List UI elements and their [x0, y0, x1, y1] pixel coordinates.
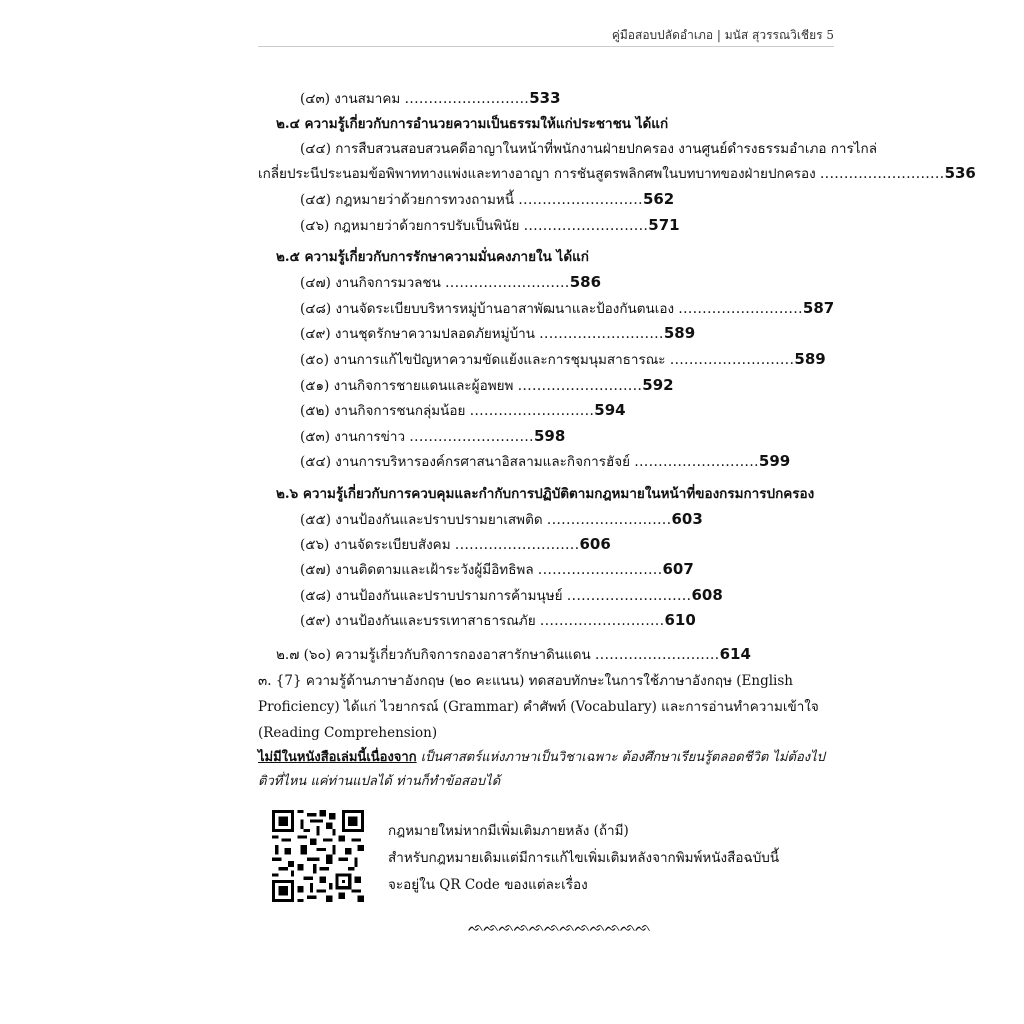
toc-page-number: 592: [642, 376, 674, 394]
toc-page-number: 586: [569, 273, 602, 291]
toc-entry: [300, 425, 565, 447]
english-note-body: เป็นศาสตร์แห่งภาษาเป็นวิชาเฉพาะ ต้องศึกษาเรียนรู้ตลอดชีวิต ไม่ต้องไปติวที่ไหน แค่ท่านแปลได้ ท่านก็ทำข้อสอบได้: [258, 750, 825, 789]
toc-page-number: 536: [944, 164, 976, 182]
qr-caption-line-1: กฎหมายใหม่หากมีเพิ่มเติมภายหลัง (ถ้ามี): [388, 823, 629, 839]
toc-page-number: 603: [671, 510, 703, 528]
toc-entry: [300, 322, 695, 344]
toc-entry: [300, 399, 626, 421]
toc-leader-dots: ..........................: [454, 537, 580, 553]
toc-section-heading: [276, 112, 668, 134]
english-section-paragraph: ๓. {7} ความรู้ด้านภาษาอังกฤษ (๒๐ คะแนน) ทดสอบทักษะในการใช้ภาษาอังกฤษ (English Proficiency) ได้แก่ ไวยากรณ์ (Grammar) คำศัพท์ (Vocabulary) และการอ่านทำความเข้าใจ (Reading Comprehension): [258, 673, 819, 741]
qr-caption-line-3: จะอยู่ใน QR Code ของแต่ละเรื่อง: [388, 877, 588, 893]
toc-page-number: 610: [664, 611, 696, 629]
toc-leader-dots: ..........................: [678, 301, 803, 317]
qr-caption-line-2: สำหรับกฎหมายเดิมแต่มีการแก้ไขเพิ่มเติมหลังจากพิมพ์หนังสือฉบับนี้: [388, 850, 780, 866]
toc-entry: [300, 558, 694, 580]
toc-entry: [300, 87, 561, 109]
toc-leader-dots: ..........................: [523, 218, 649, 234]
qr-caption: [388, 818, 779, 899]
toc-leader-dots: ..........................: [634, 454, 759, 470]
toc-entry-title: (๕๕) งานป้องกันและปราบปรามยาเสพติด: [300, 512, 543, 528]
toc-leader-dots: ..........................: [404, 91, 530, 107]
toc-entry-title: (๔๘) งานจัดระเบียบบริหารหมู่บ้านอาสาพัฒนาและป้องกันตนเอง: [300, 301, 675, 317]
english-note-lead: ไม่มีในหนังสือเล่มนี้เนื่องจาก: [258, 750, 417, 765]
toc-entry-title: ๒.๗ (๖๐) ความรู้เกี่ยวกับกิจการกองอาสารักษาดินแดน: [276, 647, 591, 663]
toc-leader-dots: ..........................: [517, 378, 643, 394]
header-rule: [258, 46, 834, 47]
toc-leader-dots: ..........................: [819, 166, 945, 182]
toc-page-number: 614: [719, 645, 751, 663]
toc-entry: [300, 609, 696, 631]
toc-page-number: 589: [663, 324, 696, 342]
toc-entry: [300, 584, 723, 606]
toc-page-number: 589: [794, 350, 826, 368]
toc-page-number: 587: [802, 299, 835, 317]
toc-page-number: 533: [529, 89, 561, 107]
toc-entry-title: (๔๕) กฎหมายว่าด้วยการทวงถามหนี้: [300, 192, 515, 208]
toc-page-number: 562: [642, 190, 675, 208]
toc-page-number: 608: [691, 586, 723, 604]
toc-leader-dots: ..........................: [566, 588, 692, 604]
toc-entry-title: (๕๙) งานป้องกันและบรรเทาสาธารณภัย: [300, 613, 536, 629]
toc-entry: [300, 450, 790, 472]
toc-entry-title: ๒.๔ ความรู้เกี่ยวกับการอำนวยความเป็นธรรมให้แก่ประชาชน ได้แก่: [276, 116, 669, 132]
toc-entry: [300, 374, 674, 396]
toc-entry-title: (๔๓) งานสมาคม: [300, 91, 401, 107]
toc-leader-dots: ..........................: [518, 192, 643, 208]
toc-entry-title: ๒.๖ ความรู้เกี่ยวกับการควบคุมและกำกับการปฏิบัติตามกฎหมายในหน้าที่ของกรมการปกครอง: [276, 486, 815, 502]
toc-entry-title: (๕๐) งานการแก้ไขปัญหาความขัดแย้งและการชุมนุมสาธารณะ: [300, 352, 666, 368]
toc-page-number: 598: [533, 427, 566, 445]
toc-entry: [300, 508, 703, 530]
toc-entry: [300, 188, 674, 210]
running-header: คู่มือสอบปลัดอำเภอ | มนัส สุวรรณวิเชียร 5: [611, 28, 834, 42]
toc-entry: [300, 214, 680, 236]
toc-entry-title: ๒.๕ ความรู้เกี่ยวกับการรักษาความมั่นคงภายใน ได้แก่: [276, 249, 589, 265]
toc-page-number: 606: [579, 535, 611, 553]
english-note: [258, 746, 838, 794]
toc-entry-title: (๕๗) งานติดตามและเฝ้าระวังผู้มีอิทธิพล: [300, 562, 534, 578]
toc-entry: [300, 137, 877, 159]
toc-leader-dots: ..........................: [469, 403, 595, 419]
toc-entry-title: (๕๒) งานกิจการชนกลุ่มน้อย: [300, 403, 466, 419]
toc-leader-dots: ..........................: [595, 647, 720, 663]
toc-entry: [276, 643, 751, 665]
toc-leader-dots: ..........................: [546, 512, 672, 528]
toc-section-heading: [276, 245, 589, 267]
toc-leader-dots: ..........................: [445, 275, 570, 291]
toc-page-number: 607: [662, 560, 694, 578]
toc-page-number: 599: [758, 452, 791, 470]
toc-leader-dots: ..........................: [409, 429, 534, 445]
toc-entry-title: (๔๔) การสืบสวนสอบสวนคดีอาญาในหน้าที่พนักงานฝ่ายปกครอง งานศูนย์ดำรงธรรมอำเภอ การไกล่: [300, 141, 877, 157]
toc-entry: [258, 162, 976, 184]
toc-entry: [300, 533, 611, 555]
toc-entry-title: (๕๖) งานจัดระเบียบสังคม: [300, 537, 451, 553]
toc-page-number: 571: [648, 216, 680, 234]
ornament-divider: ᨒᨒᨒᨒᨒᨒᨒᨒᨒᨒᨒᨒ: [468, 920, 651, 935]
toc-section-heading: [276, 482, 814, 504]
toc-entry: [300, 348, 826, 370]
toc-entry-title: (๕๑) งานกิจการชายแดนและผู้อพยพ: [300, 378, 514, 394]
toc-entry: [300, 271, 601, 293]
toc-entry-title: (๕๓) งานการข่าว: [300, 429, 406, 445]
toc-entry-title: (๕๔) งานการบริหารองค์กรศาสนาอิสลามและกิจการฮัจย์: [300, 454, 631, 470]
toc-entry-title: เกลี่ยประนีประนอมข้อพิพาททางแพ่งและทางอาญา การชันสูตรพลิกศพในบทบาทของฝ่ายปกครอง: [258, 166, 816, 182]
toc-page-number: 594: [594, 401, 626, 419]
toc-leader-dots: ..........................: [539, 326, 664, 342]
toc-leader-dots: ..........................: [539, 613, 665, 629]
toc-entry: [300, 297, 834, 319]
qr-code-icon[interactable]: [272, 810, 364, 902]
toc-leader-dots: ..........................: [537, 562, 663, 578]
toc-entry-title: (๔๗) งานกิจการมวลชน: [300, 275, 441, 291]
toc-entry-title: (๔๖) กฎหมายว่าด้วยการปรับเป็นพินัย: [300, 218, 520, 234]
toc-entry-title: (๕๘) งานป้องกันและปราบปรามการค้ามนุษย์: [300, 588, 563, 604]
toc-leader-dots: ..........................: [669, 352, 795, 368]
toc-entry-title: (๔๙) งานชุดรักษาความปลอดภัยหมู่บ้าน: [300, 326, 535, 342]
